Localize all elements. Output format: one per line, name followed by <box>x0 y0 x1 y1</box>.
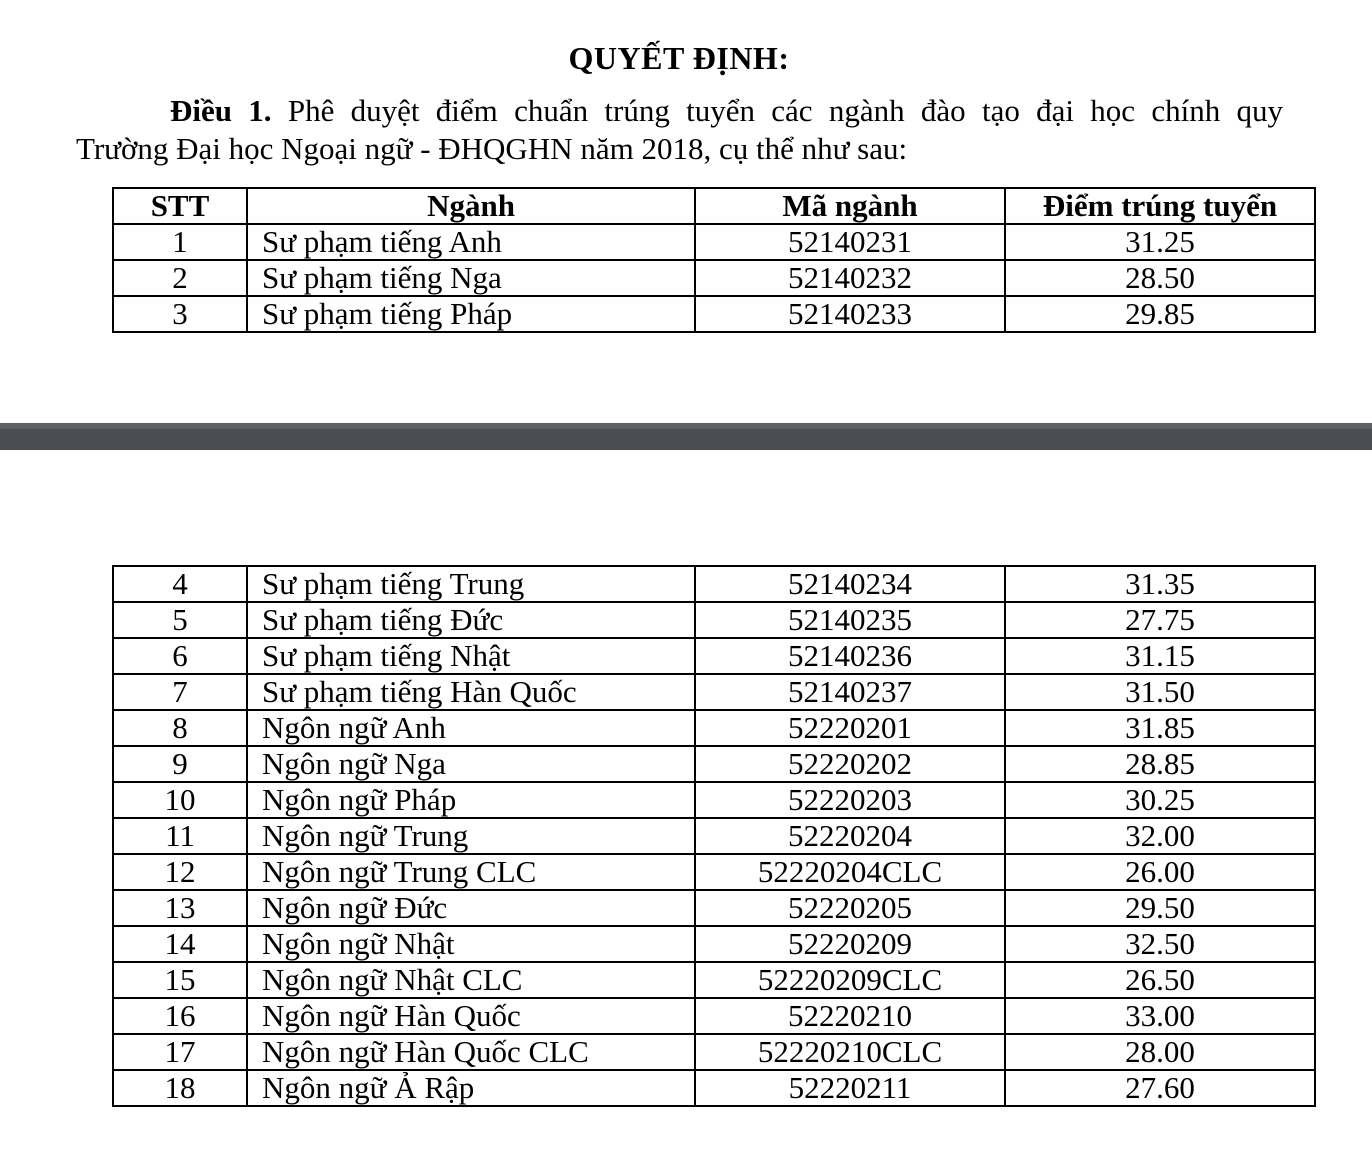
cell-code: 52220204CLC <box>695 854 1005 890</box>
cell-code: 52140233 <box>695 296 1005 332</box>
cell-stt: 12 <box>113 854 247 890</box>
cell-score: 29.85 <box>1005 296 1315 332</box>
cell-major: Ngôn ngữ Nhật CLC <box>247 962 695 998</box>
cell-score: 26.50 <box>1005 962 1315 998</box>
cell-code: 52140235 <box>695 602 1005 638</box>
cell-code: 52140232 <box>695 260 1005 296</box>
cell-major: Sư phạm tiếng Nga <box>247 260 695 296</box>
cell-code: 52220210 <box>695 998 1005 1034</box>
article-paragraph <box>76 92 1283 168</box>
cell-stt: 9 <box>113 746 247 782</box>
cell-score: 28.85 <box>1005 746 1315 782</box>
header-score: Điểm trúng tuyển <box>1005 188 1315 224</box>
cell-code: 52220209CLC <box>695 962 1005 998</box>
table-row <box>113 710 1315 746</box>
table-row <box>113 926 1315 962</box>
cell-stt: 10 <box>113 782 247 818</box>
table-row <box>113 1034 1315 1070</box>
cell-score: 31.35 <box>1005 566 1315 602</box>
cell-score: 31.25 <box>1005 224 1315 260</box>
cell-stt: 17 <box>113 1034 247 1070</box>
cell-major: Ngôn ngữ Trung CLC <box>247 854 695 890</box>
cell-code: 52220209 <box>695 926 1005 962</box>
cell-stt: 5 <box>113 602 247 638</box>
table-row <box>113 818 1315 854</box>
cell-stt: 11 <box>113 818 247 854</box>
table-row <box>113 962 1315 998</box>
cell-major: Ngôn ngữ Đức <box>247 890 695 926</box>
cell-stt: 18 <box>113 1070 247 1106</box>
table-row <box>113 260 1315 296</box>
article-line-2: Trường Đại học Ngoại ngữ - ĐHQGHN năm 2018, cụ thể như sau: <box>76 131 908 166</box>
admission-scores-table-page-1 <box>112 187 1316 333</box>
cell-score: 27.75 <box>1005 602 1315 638</box>
cell-stt: 7 <box>113 674 247 710</box>
cell-stt: 13 <box>113 890 247 926</box>
cell-score: 33.00 <box>1005 998 1315 1034</box>
cell-code: 52220205 <box>695 890 1005 926</box>
table-row <box>113 296 1315 332</box>
cell-stt: 8 <box>113 710 247 746</box>
article-text-1: Phê duyệt điểm chuẩn trúng tuyển các ngành đào tạo đại học chính quy <box>287 93 1284 128</box>
cell-stt: 6 <box>113 638 247 674</box>
cell-major: Ngôn ngữ Pháp <box>247 782 695 818</box>
cell-major: Sư phạm tiếng Anh <box>247 224 695 260</box>
table-row <box>113 746 1315 782</box>
cell-major: Ngôn ngữ Hàn Quốc CLC <box>247 1034 695 1070</box>
header-code: Mã ngành <box>695 188 1005 224</box>
cell-code: 52140236 <box>695 638 1005 674</box>
cell-score: 26.00 <box>1005 854 1315 890</box>
cell-code: 52220203 <box>695 782 1005 818</box>
table-row <box>113 854 1315 890</box>
cell-major: Sư phạm tiếng Nhật <box>247 638 695 674</box>
cell-stt: 14 <box>113 926 247 962</box>
cell-stt: 2 <box>113 260 247 296</box>
cell-stt: 1 <box>113 224 247 260</box>
document-title: QUYẾT ĐỊNH: <box>568 40 790 76</box>
cell-score: 32.50 <box>1005 926 1315 962</box>
cell-major: Ngôn ngữ Anh <box>247 710 695 746</box>
cell-code: 52220204 <box>695 818 1005 854</box>
article-label: Điều 1. <box>170 93 272 128</box>
cell-score: 31.85 <box>1005 710 1315 746</box>
cell-score: 32.00 <box>1005 818 1315 854</box>
cell-code: 52220202 <box>695 746 1005 782</box>
admission-scores-table-page-2 <box>112 565 1316 1107</box>
table-header-row <box>113 188 1315 224</box>
header-major: Ngành <box>247 188 695 224</box>
cell-score: 30.25 <box>1005 782 1315 818</box>
table-row <box>113 224 1315 260</box>
cell-stt: 4 <box>113 566 247 602</box>
table-row <box>113 998 1315 1034</box>
cell-major: Ngôn ngữ Hàn Quốc <box>247 998 695 1034</box>
cell-major: Sư phạm tiếng Trung <box>247 566 695 602</box>
cell-code: 52220201 <box>695 710 1005 746</box>
cell-stt: 3 <box>113 296 247 332</box>
cell-code: 52220210CLC <box>695 1034 1005 1070</box>
cell-major: Sư phạm tiếng Đức <box>247 602 695 638</box>
cell-score: 28.50 <box>1005 260 1315 296</box>
page-separator <box>0 423 1372 450</box>
article-line-1 <box>76 92 1283 130</box>
cell-score: 27.60 <box>1005 1070 1315 1106</box>
table-row <box>113 566 1315 602</box>
cell-code: 52140234 <box>695 566 1005 602</box>
table-row <box>113 1070 1315 1106</box>
table-row <box>113 638 1315 674</box>
cell-stt: 16 <box>113 998 247 1034</box>
cell-score: 31.15 <box>1005 638 1315 674</box>
cell-score: 29.50 <box>1005 890 1315 926</box>
cell-major: Ngôn ngữ Nga <box>247 746 695 782</box>
table-row <box>113 782 1315 818</box>
table-row <box>113 890 1315 926</box>
cell-code: 52140231 <box>695 224 1005 260</box>
cell-major: Ngôn ngữ Trung <box>247 818 695 854</box>
cell-score: 28.00 <box>1005 1034 1315 1070</box>
header-stt: STT <box>113 188 247 224</box>
cell-major: Sư phạm tiếng Pháp <box>247 296 695 332</box>
cell-major: Ngôn ngữ Ả Rập <box>247 1070 695 1106</box>
cell-code: 52220211 <box>695 1070 1005 1106</box>
cell-major: Ngôn ngữ Nhật <box>247 926 695 962</box>
table-row <box>113 674 1315 710</box>
cell-major: Sư phạm tiếng Hàn Quốc <box>247 674 695 710</box>
table-row <box>113 602 1315 638</box>
cell-score: 31.50 <box>1005 674 1315 710</box>
cell-stt: 15 <box>113 962 247 998</box>
cell-code: 52140237 <box>695 674 1005 710</box>
